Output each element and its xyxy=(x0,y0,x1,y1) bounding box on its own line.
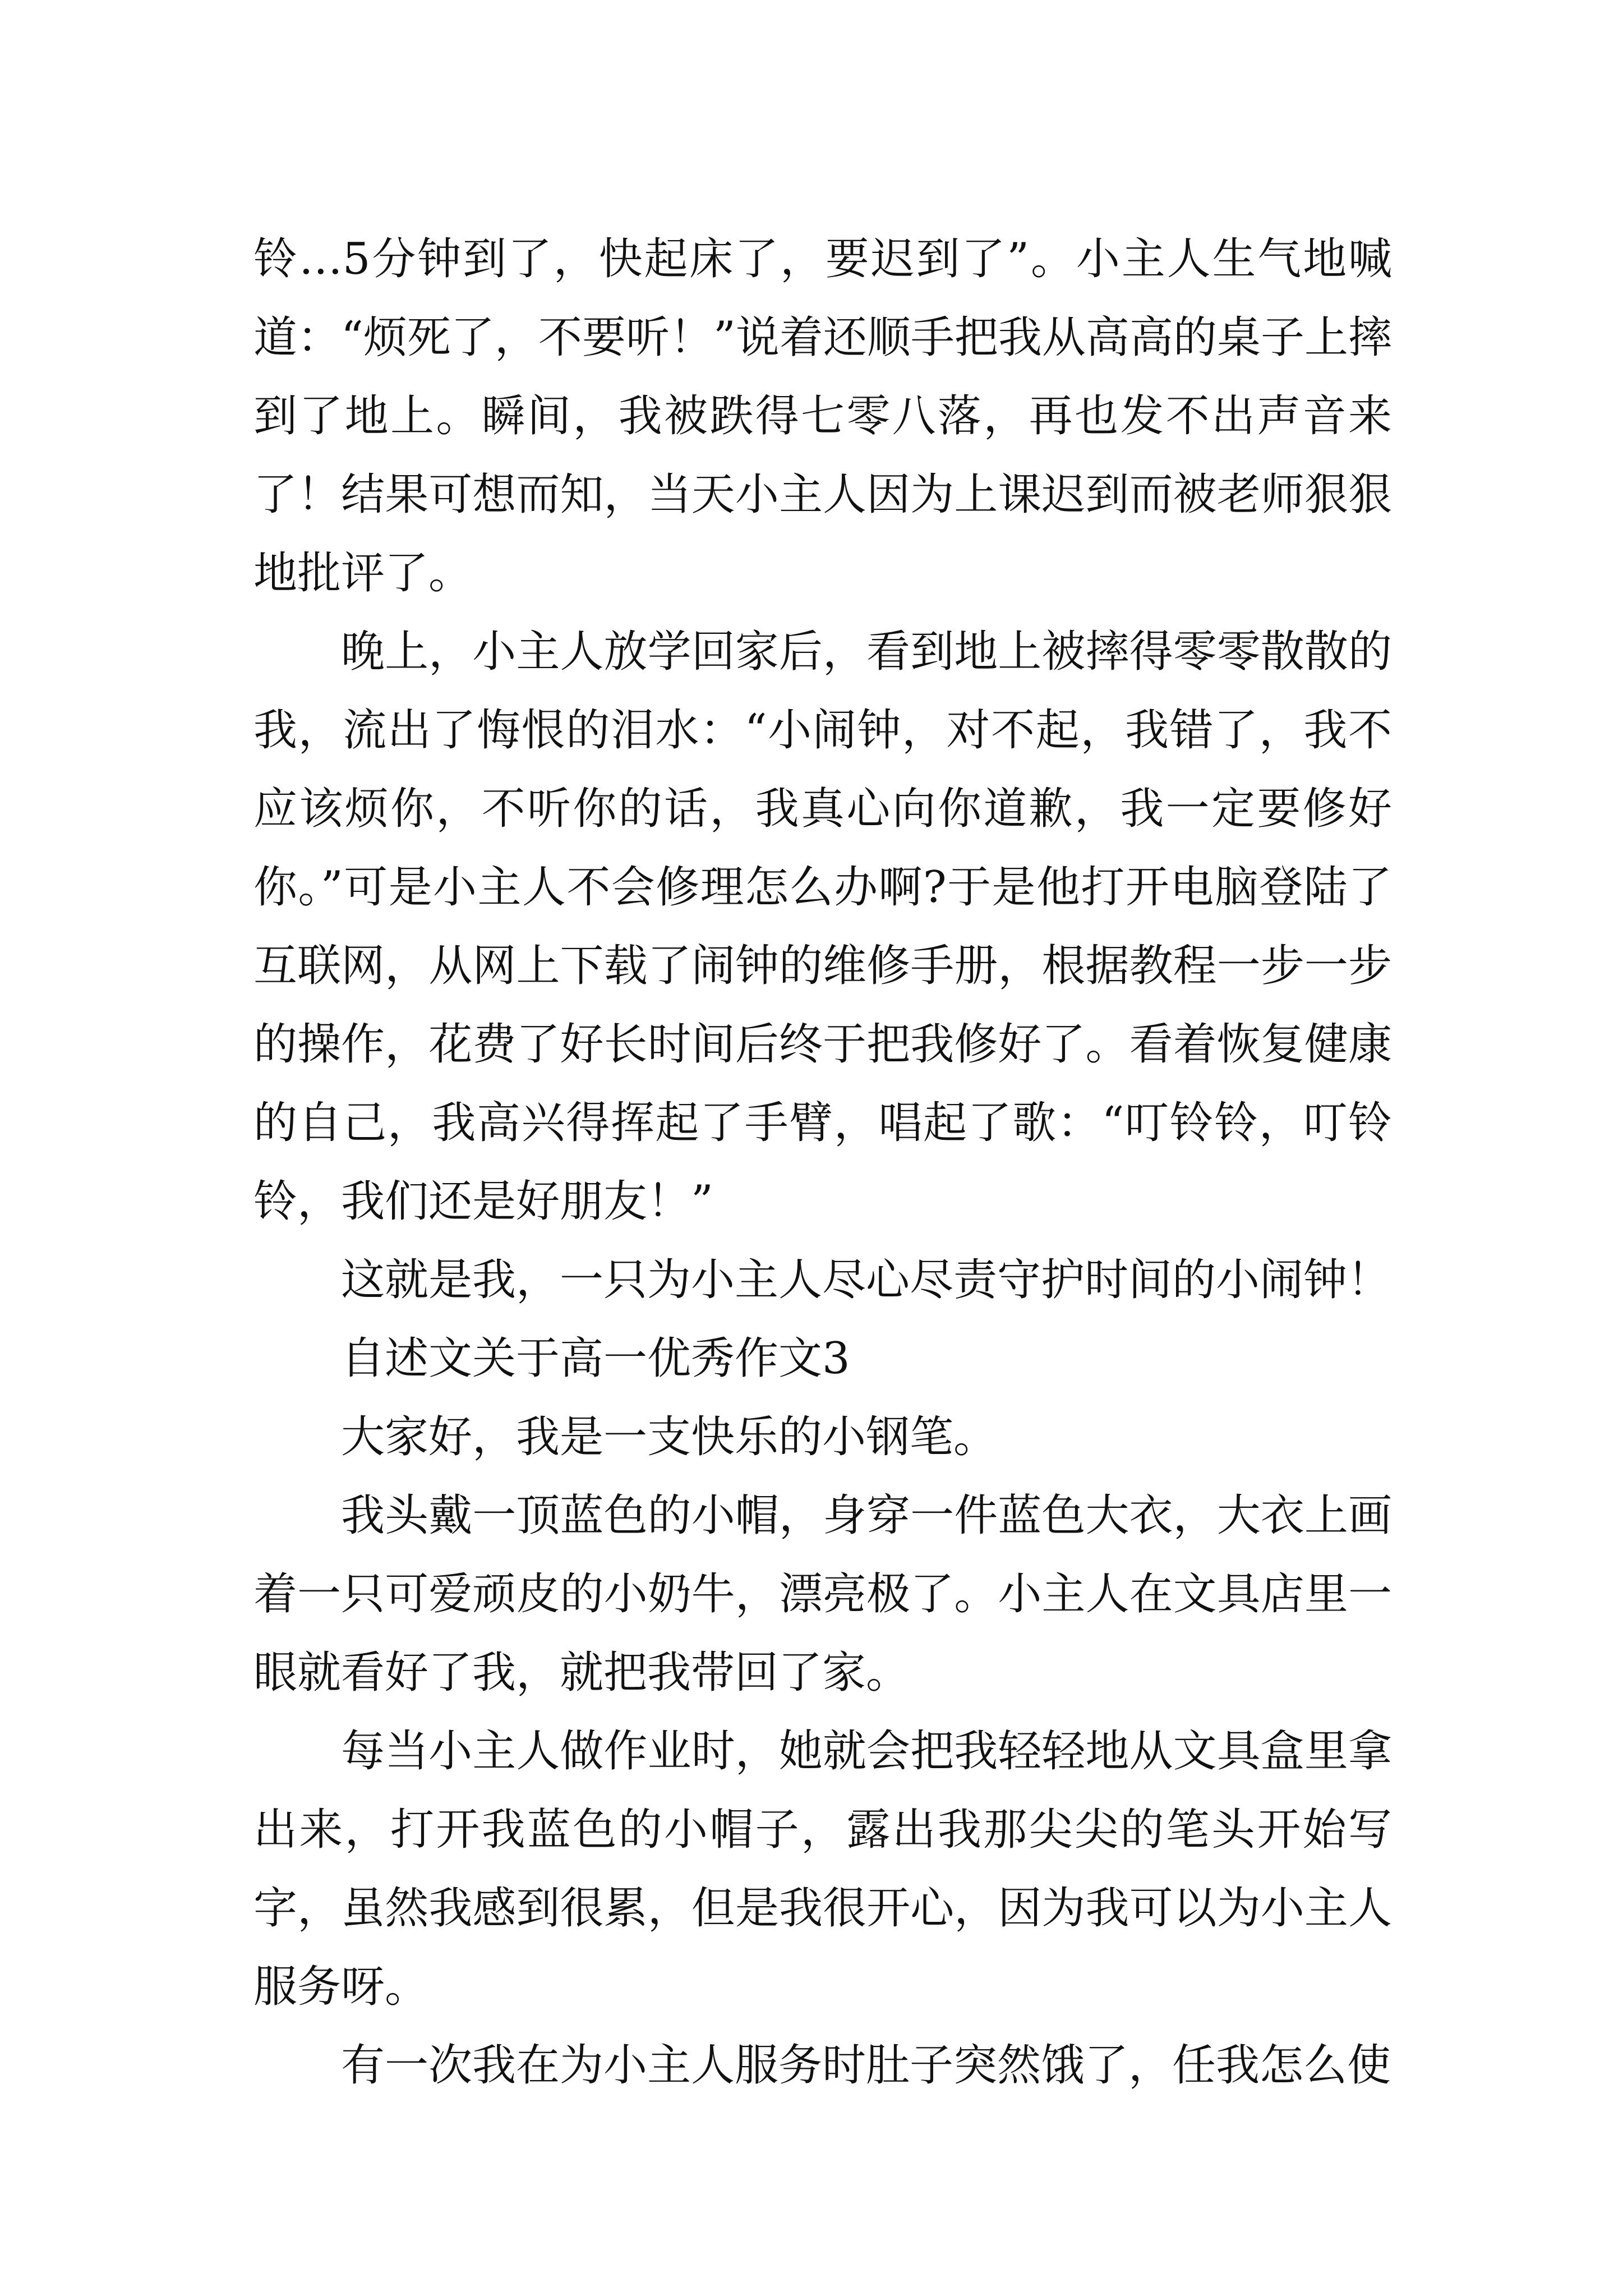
section-heading: 自述文关于高一优秀作文3 xyxy=(341,1333,850,1384)
body-text xyxy=(253,220,1392,2105)
paragraph-pen-homework: 每当小主人做作业时，她就会把我轻轻地从文具盒里拿出来，打开我蓝色的小帽子，露出我那尖尖的笔头开始写字，虽然我感到很累，但是我很开心，因为我可以为小主人服务呀。 xyxy=(253,1726,1392,2012)
paragraph-alarm-clock-ending: 铃…5分钟到了，快起床了，要迟到了”。小主人生气地喊道：“烦死了，不要听！”说着还顺手把我从高高的桌子上摔到了地上。瞬间，我被跌得七零八落，再也发不出声音来了！结果可想而知，当天小主人因为上课迟到而被老师狠狠地批评了。 xyxy=(253,234,1392,599)
paragraph-pen-intro: 大家好，我是一支快乐的小钢笔。 xyxy=(341,1412,998,1462)
paragraph-alarm-clock-conclusion: 这就是我，一只为小主人尽心尽责守护时间的小闹钟！ xyxy=(341,1255,1391,1305)
paragraph-pen-hungry: 有一次我在为小主人服务时肚子突然饿了，任我怎么使 xyxy=(341,2040,1391,2091)
paragraph-evening-repair: 晚上，小主人放学回家后，看到地上被摔得零零散散的我，流出了悔恨的泪水：“小闹钟，对不起，我错了，我不应该烦你，不听你的话，我真心向你道歉，我一定要修好你。”可是小主人不会修理怎么办啊?于是他打开电脑登陆了互联网，从网上下载了闹钟的维修手册，根据教程一步一步的操作，花费了好长时间后终于把我修好了。看着恢复健康的自己，我高兴得挥起了手臂，唱起了歌：“叮铃铃，叮铃铃，我们还是好朋友！” xyxy=(253,627,1392,1227)
paragraph-pen-appearance: 我头戴一顶蓝色的小帽，身穿一件蓝色大衣，大衣上画着一只可爱顽皮的小奶牛，漂亮极了。小主人在文具店里一眼就看好了我，就把我带回了家。 xyxy=(253,1490,1392,1698)
